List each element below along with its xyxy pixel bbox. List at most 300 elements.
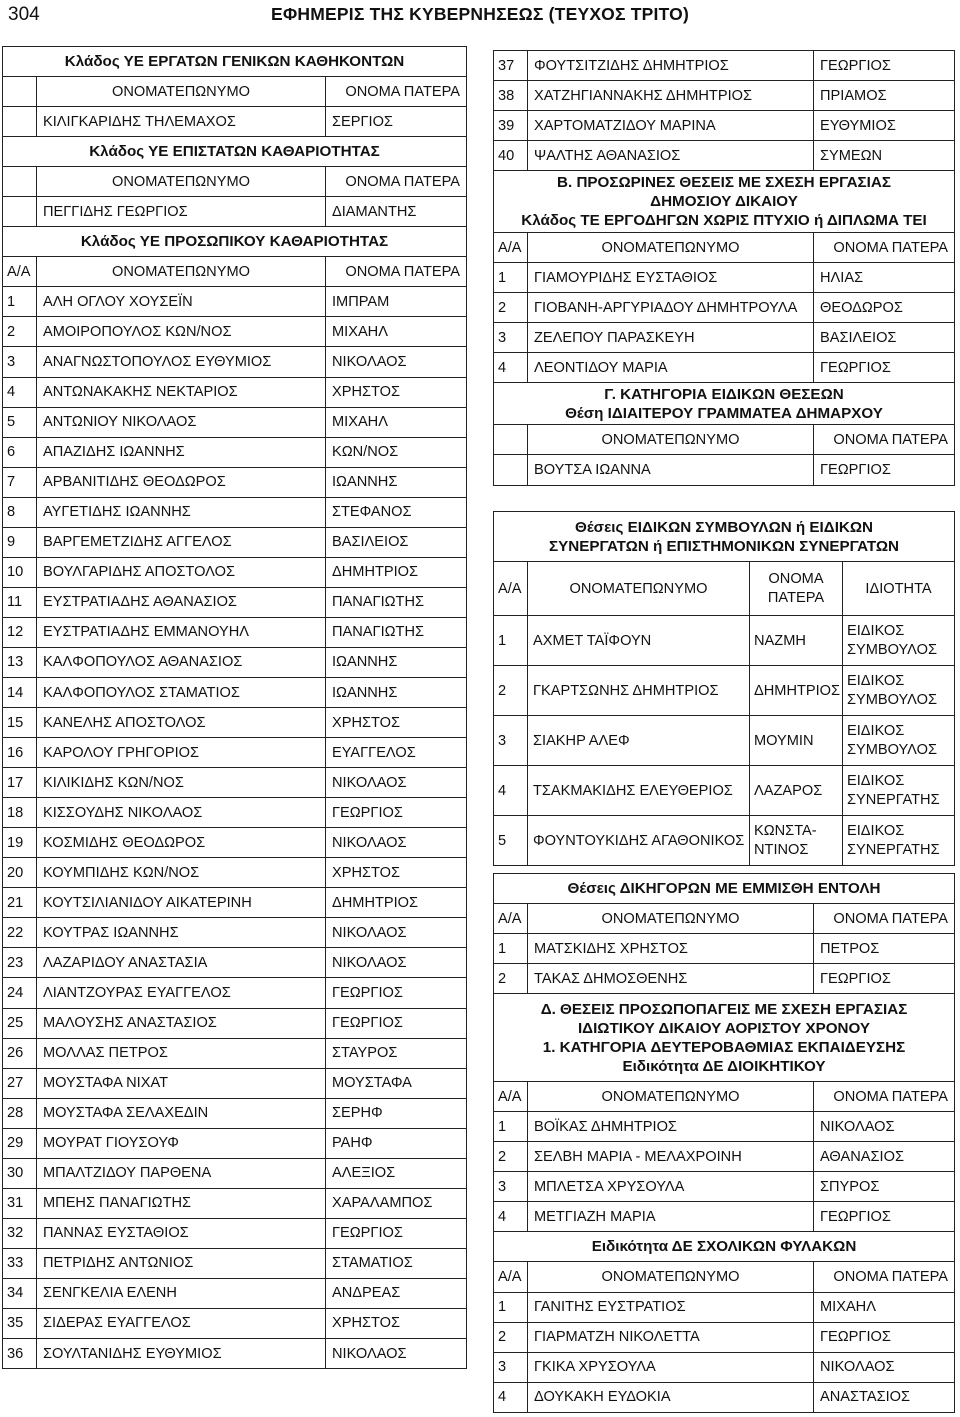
row-number: 36 (3, 1339, 37, 1369)
row-name: ΑΝΑΓΝΩΣΤΟΠΟΥΛΟΣ ΕΥΘΥΜΙΟΣ (37, 347, 326, 377)
row-number: 13 (3, 647, 37, 677)
section-heading-d-personal-positions-line: Δ. ΘΕΣΕΙΣ ΠΡΟΣΩΠΟΠΑΓΕΙΣ ΜΕ ΣΧΕΣΗ ΕΡΓΑΣΙΑΣ (540, 1000, 908, 1018)
table-row (494, 1202, 955, 1232)
row-name: ΨΑΛΤΗΣ ΑΘΑΝΑΣΙΟΣ (528, 141, 814, 171)
row-number: 8 (3, 497, 37, 527)
row-number: 38 (494, 81, 528, 111)
row-name: ΕΥΣΤΡΑΤΙΑΔΗΣ ΑΘΑΝΑΣΙΟΣ (37, 587, 326, 617)
table-row (494, 1142, 955, 1172)
section-heading-d-personal-positions (494, 994, 955, 1082)
row-number: 28 (3, 1098, 37, 1128)
row-father-name: ΠΑΝΑΓΙΩΤΗΣ (326, 587, 467, 617)
col-aa-header: Α/Α (494, 1082, 528, 1112)
row-father-name: ΣΥΜΕΩΝ (814, 141, 955, 171)
table-row (3, 437, 467, 467)
table-row (3, 287, 467, 317)
col-name-header: ΟΝΟΜΑΤΕΠΩΝΥΜΟ (37, 167, 326, 197)
section-heading-d-personal-positions-line: ΙΔΙΩΤΙΚΟΥ ΔΙΚΑΙΟΥ ΑΟΡΙΣΤΟΥ ΧΡΟΝΟΥ (577, 1019, 871, 1037)
table-row (494, 1172, 955, 1202)
row-father-name: ΔΗΜΗΤΡΙΟΣ (750, 666, 843, 716)
row-number: 4 (494, 1382, 528, 1412)
row-name: ΜΑΤΣΚΙΔΗΣ ΧΡΗΣΤΟΣ (528, 934, 814, 964)
row-father-name: ΔΙΑΜΑΝΤΗΣ (326, 197, 467, 227)
row-number: 10 (3, 557, 37, 587)
table-row (494, 111, 955, 141)
row-father-name: ΣΕΡΗΦ (326, 1098, 467, 1128)
row-father-name: ΑΛΕΞΙΟΣ (326, 1158, 467, 1188)
row-father-name: ΝΙΚΟΛΑΟΣ (326, 828, 467, 858)
col-empty-header (3, 77, 37, 107)
row-father-name: ΠΡΙΑΜΟΣ (814, 81, 955, 111)
section-heading-cleaning-supervisors: Κλάδος ΥΕ ΕΠΙΣΤΑΤΩΝ ΚΑΘΑΡΙΟΤΗΤΑΣ (3, 137, 467, 167)
col-name-header: ΟΝΟΜΑΤΕΠΩΝΥΜΟ (528, 1262, 814, 1292)
section-heading-b-temporary-positions-line: Κλάδος ΤΕ ΕΡΓΟΔΗΓΩΝ ΧΩΡΙΣ ΠΤΥΧΙΟ ή ΔΙΠΛΩΜΑ ΤΕΙ (521, 212, 927, 230)
column-header-row (494, 425, 955, 455)
row-father-name: ΔΗΜΗΤΡΙΟΣ (326, 888, 467, 918)
row-number: 16 (3, 738, 37, 768)
row-number: 21 (3, 888, 37, 918)
row-father-name: ΗΛΙΑΣ (814, 263, 955, 293)
table-row (3, 1008, 467, 1038)
row-number: 12 (3, 617, 37, 647)
table-row (3, 738, 467, 768)
row-name: ΠΕΓΓΙΔΗΣ ΓΕΩΡΓΙΟΣ (37, 197, 326, 227)
row-number: 4 (494, 766, 528, 816)
col-father-header: ΟΝΟΜΑ ΠΑΤΕΡΑ (814, 904, 955, 934)
row-name: ΚΟΥΤΣΙΛΙΑΝΙΔΟΥ ΑΙΚΑΤΕΡΙΝΗ (37, 888, 326, 918)
row-father-name: ΜΙΧΑΗΛ (814, 1292, 955, 1322)
row-father-name: ΑΘΑΝΑΣΙΟΣ (814, 1142, 955, 1172)
row-number: 15 (3, 708, 37, 738)
table-row (494, 934, 955, 964)
row-number: 37 (494, 51, 528, 81)
row-name: ΚΑΡΟΛΟΥ ΓΡΗΓΟΡΙΟΣ (37, 738, 326, 768)
row-number: 1 (494, 934, 528, 964)
row-father-name: ΝΙΚΟΛΑΟΣ (326, 1339, 467, 1369)
row-number: 9 (3, 527, 37, 557)
row-father-name: ΝΙΚΟΛΑΟΣ (326, 768, 467, 798)
table-row (494, 1382, 955, 1412)
col-name-header: ΟΝΟΜΑΤΕΠΩΝΥΜΟ (528, 904, 814, 934)
row-number: 3 (3, 347, 37, 377)
row-father-name: ΙΩΑΝΝΗΣ (326, 467, 467, 497)
row-number: 6 (3, 437, 37, 467)
row-father-name: ΣΠΥΡΟΣ (814, 1172, 955, 1202)
section-heading-d-personal-positions-line: 1. ΚΑΤΗΓΟΡΙΑ ΔΕΥΤΕΡΟΒΑΘΜΙΑΣ ΕΚΠΑΙΔΕΥΣΗΣ (542, 1038, 906, 1056)
row-number: 1 (3, 287, 37, 317)
row-number: 30 (3, 1158, 37, 1188)
row-number: 11 (3, 587, 37, 617)
row-father-name: ΝΑΖΜΗ (750, 616, 843, 666)
row-father-name: ΓΕΩΡΓΙΟΣ (814, 1202, 955, 1232)
row-name: ΓΑΝΙΤΗΣ ΕΥΣΤΡΑΤΙΟΣ (528, 1292, 814, 1322)
row-father-name-line: ΝΤΙΝΟΣ (754, 841, 809, 858)
col-name-header: ΟΝΟΜΑΤΕΠΩΝΥΜΟ (528, 562, 750, 616)
row-father-name: ΜΟΥΣΤΑΦΑ (326, 1068, 467, 1098)
table-row (494, 455, 955, 485)
row-number: 1 (494, 1112, 528, 1142)
table-row (3, 1339, 467, 1369)
table-row (494, 51, 955, 81)
section-heading-d-personal-positions-line: Ειδικότητα ΔΕ ΔΙΟΙΚΗΤΙΚΟΥ (622, 1057, 826, 1075)
table-row (3, 587, 467, 617)
row-number: 7 (3, 467, 37, 497)
table-row (3, 858, 467, 888)
row-number: 1 (494, 1292, 528, 1322)
table-row (494, 766, 955, 816)
row-number: 3 (494, 1352, 528, 1382)
section-heading-d-personal-positions-row (494, 994, 955, 1082)
row-father-name: ΧΑΡΑΛΑΜΠΟΣ (326, 1188, 467, 1218)
advisors-table (493, 511, 955, 866)
row-father-name: ΒΑΣΙΛΕΙΟΣ (814, 323, 955, 353)
row-name: ΚΙΣΣΟΥΔΗΣ ΝΙΚΟΛΑΟΣ (37, 798, 326, 828)
col-father-header: ΟΝΟΜΑ ΠΑΤΕΡΑ (326, 77, 467, 107)
row-number: 27 (3, 1068, 37, 1098)
row-name: ΠΑΝΝΑΣ ΕΥΣΤΑΘΙΟΣ (37, 1218, 326, 1248)
col-status-header: ΙΔΙΟΤΗΤΑ (843, 562, 955, 616)
table-row (3, 557, 467, 587)
row-number: 22 (3, 918, 37, 948)
row-name: ΑΧΜΕΤ ΤΑΪΦΟΥΝ (528, 616, 750, 666)
row-father-name: ΧΡΗΣΤΟΣ (326, 377, 467, 407)
row-number: 5 (494, 816, 528, 866)
table-row (3, 1278, 467, 1308)
table-row (494, 816, 955, 866)
row-number: 4 (494, 1202, 528, 1232)
section-heading-special-advisors (494, 512, 955, 562)
gazette-title: ΕΦΗΜΕΡΙΣ ΤΗΣ ΚΥΒΕΡΝΗΣΕΩΣ (ΤΕΥΧΟΣ ΤΡΙΤΟ) (271, 4, 689, 24)
row-name: ΜΠΕΗΣ ΠΑΝΑΓΙΩΤΗΣ (37, 1188, 326, 1218)
row-name: ΒΟΥΤΣΑ ΙΩΑΝΝΑ (528, 455, 814, 485)
table-row (3, 497, 467, 527)
table-row (3, 677, 467, 707)
section-heading-b-temporary-positions-row (494, 171, 955, 233)
column-header-row (3, 257, 467, 287)
row-status-line: ΕΙΔΙΚΟΣ (847, 772, 905, 789)
column-header-row (3, 167, 467, 197)
column-header-row (494, 904, 955, 934)
section-heading-c-special-positions-line: Θέση ΙΔΙΑΙΤΕΡΟΥ ΓΡΑΜΜΑΤΕΑ ΔΗΜΑΡΧΟΥ (565, 404, 883, 422)
row-father-name: ΧΡΗΣΤΟΣ (326, 858, 467, 888)
table-row (494, 616, 955, 666)
row-name: ΒΑΡΓΕΜΕΤΖΙΔΗΣ ΑΓΓΕΛΟΣ (37, 527, 326, 557)
section-heading-general-workers: Κλάδος ΥΕ ΕΡΓΑΤΩΝ ΓΕΝΙΚΩΝ ΚΑΘΗΚΟΝΤΩΝ (3, 47, 467, 77)
row-father-name: ΝΙΚΟΛΑΟΣ (814, 1352, 955, 1382)
table-row (3, 1308, 467, 1338)
row-status (843, 716, 955, 766)
table-row (494, 1292, 955, 1322)
row-status-line: ΣΥΝΕΡΓΑΤΗΣ (847, 791, 940, 808)
row-name: ΑΡΒΑΝΙΤΙΔΗΣ ΘΕΟΔΩΡΟΣ (37, 467, 326, 497)
row-name: ΣΙΑΚΗΡ ΑΛΕΦ (528, 716, 750, 766)
column-header-row (494, 1262, 955, 1292)
section-heading-special-advisors-line: Θέσεις ΕΙΔΙΚΩΝ ΣΥΜΒΟΥΛΩΝ ή ΕΙΔΙΚΩΝ (575, 518, 874, 536)
row-father-name: ΣΤΕΦΑΝΟΣ (326, 497, 467, 527)
row-status-line: ΕΙΔΙΚΟΣ (847, 722, 905, 739)
row-father-name: ΜΟΥΜΙΝ (750, 716, 843, 766)
row-father-name: ΓΕΩΡΓΙΟΣ (326, 1008, 467, 1038)
section-heading-special-advisors-row (494, 512, 955, 562)
right-top-table (493, 50, 955, 486)
section-heading-cleaning-staff: Κλάδος ΥΕ ΠΡΟΣΩΠΙΚΟΥ ΚΑΘΑΡΙΟΤΗΤΑΣ (3, 227, 467, 257)
row-name: ΜΟΛΛΑΣ ΠΕΤΡΟΣ (37, 1038, 326, 1068)
row-father-name: ΝΙΚΟΛΑΟΣ (814, 1112, 955, 1142)
row-number: 40 (494, 141, 528, 171)
row-status-line: ΣΥΜΒΟΥΛΟΣ (847, 691, 937, 708)
row-number: 2 (494, 1322, 528, 1352)
table-row (3, 918, 467, 948)
row-father-name: ΝΙΚΟΛΑΟΣ (326, 948, 467, 978)
row-name: ΚΑΛΦΟΠΟΥΛΟΣ ΑΘΑΝΑΣΙΟΣ (37, 647, 326, 677)
table-row (3, 1218, 467, 1248)
col-father-header: ΟΝΟΜΑ ΠΑΤΕΡΑ (814, 233, 955, 263)
row-father-name: ΓΕΩΡΓΙΟΣ (326, 978, 467, 1008)
table-row (3, 708, 467, 738)
row-status-line: ΕΙΔΙΚΟΣ (847, 822, 905, 839)
table-row (3, 1248, 467, 1278)
row-father-name: ΓΕΩΡΓΙΟΣ (814, 1322, 955, 1352)
column-header-row (494, 1082, 955, 1112)
row-father-name: ΒΑΣΙΛΕΙΟΣ (326, 527, 467, 557)
col-father-header (750, 562, 843, 616)
col-empty-header (494, 425, 528, 455)
row-father-name: ΝΙΚΟΛΑΟΣ (326, 347, 467, 377)
row-name: ΓΚΑΡΤΣΩΝΗΣ ΔΗΜΗΤΡΙΟΣ (528, 666, 750, 716)
col-name-header: ΟΝΟΜΑΤΕΠΩΝΥΜΟ (528, 233, 814, 263)
row-number: 18 (3, 798, 37, 828)
row-father-name: ΕΥΑΓΓΕΛΟΣ (326, 738, 467, 768)
row-number: 34 (3, 1278, 37, 1308)
row-father-name: ΡΑΗΦ (326, 1128, 467, 1158)
section-heading-school-guards: Ειδικότητα ΔΕ ΣΧΟΛΙΚΩΝ ΦΥΛΑΚΩΝ (494, 1232, 955, 1262)
row-father-name: ΧΡΗΣΤΟΣ (326, 1308, 467, 1338)
row-father-name: ΠΕΤΡΟΣ (814, 934, 955, 964)
section-heading-b-temporary-positions-line: Β. ΠΡΟΣΩΡΙΝΕΣ ΘΕΣΕΙΣ ΜΕ ΣΧΕΣΗ ΕΡΓΑΣΙΑΣ (557, 174, 891, 192)
row-father-name: ΣΕΡΓΙΟΣ (326, 107, 467, 137)
left-column-table (2, 46, 467, 1369)
row-name: ΓΙΑΡΜΑΤΖΗ ΝΙΚΟΛΕΤΤΑ (528, 1322, 814, 1352)
row-name: ΓΙΑΜΟΥΡΙΔΗΣ ΕΥΣΤΑΘΙΟΣ (528, 263, 814, 293)
col-name-header: ΟΝΟΜΑΤΕΠΩΝΥΜΟ (528, 1082, 814, 1112)
col-father-header-line: ΟΝΟΜΑ (768, 570, 824, 587)
table-row (3, 107, 467, 137)
table-row (494, 323, 955, 353)
row-name: ΑΝΤΩΝΑΚΑΚΗΣ ΝΕΚΤΑΡΙΟΣ (37, 377, 326, 407)
row-name: ΧΑΤΖΗΓΙΑΝΝΑΚΗΣ ΔΗΜΗΤΡΙΟΣ (528, 81, 814, 111)
row-father-name: ΜΙΧΑΗΛ (326, 407, 467, 437)
row-name: ΣΕΛΒΗ ΜΑΡΙΑ - ΜΕΛΑΧΡΟΙΝΗ (528, 1142, 814, 1172)
table-row (3, 768, 467, 798)
row-number: 2 (494, 666, 528, 716)
row-status (843, 766, 955, 816)
table-row (3, 828, 467, 858)
row-status (843, 816, 955, 866)
row-name: ΑΥΓΕΤΙΔΗΣ ΙΩΑΝΝΗΣ (37, 497, 326, 527)
row-father-name: ΔΗΜΗΤΡΙΟΣ (326, 557, 467, 587)
row-name: ΚΙΛΙΓΚΑΡΙΔΗΣ ΤΗΛΕΜΑΧΟΣ (37, 107, 326, 137)
row-name: ΤΑΚΑΣ ΔΗΜΟΣΘΕΝΗΣ (528, 964, 814, 994)
table-row (3, 647, 467, 677)
row-father-name: ΜΙΧΑΗΛ (326, 317, 467, 347)
section-heading-b-temporary-positions (494, 171, 955, 233)
section-heading-lawyers-row (494, 874, 955, 904)
table-row (494, 81, 955, 111)
row-number: 1 (494, 616, 528, 666)
row-name: ΑΜΟΙΡΟΠΟΥΛΟΣ ΚΩΝ/ΝΟΣ (37, 317, 326, 347)
table-row (3, 1098, 467, 1128)
table-row (3, 1158, 467, 1188)
row-father-name: ΠΑΝΑΓΙΩΤΗΣ (326, 617, 467, 647)
row-status-line: ΣΥΜΒΟΥΛΟΣ (847, 641, 937, 658)
col-name-header: ΟΝΟΜΑΤΕΠΩΝΥΜΟ (37, 77, 326, 107)
row-name: ΒΟΪΚΑΣ ΔΗΜΗΤΡΙΟΣ (528, 1112, 814, 1142)
row-name: ΚΑΝΕΛΗΣ ΑΠΟΣΤΟΛΟΣ (37, 708, 326, 738)
row-name: ΑΝΤΩΝΙΟΥ ΝΙΚΟΛΑΟΣ (37, 407, 326, 437)
table-row (3, 617, 467, 647)
column-header-row (3, 77, 467, 107)
row-father-name: ΓΕΩΡΓΙΟΣ (326, 798, 467, 828)
row-name: ΚΟΥΤΡΑΣ ΙΩΑΝΝΗΣ (37, 918, 326, 948)
col-father-header-line: ΠΑΤΕΡΑ (767, 589, 825, 606)
row-number: 25 (3, 1008, 37, 1038)
row-name: ΚΑΛΦΟΠΟΥΛΟΣ ΣΤΑΜΑΤΙΟΣ (37, 677, 326, 707)
row-father-name: ΛΑΖΑΡΟΣ (750, 766, 843, 816)
column-header-row (494, 562, 955, 616)
col-father-header: ΟΝΟΜΑ ΠΑΤΕΡΑ (814, 1262, 955, 1292)
row-name: ΜΑΛΟΥΣΗΣ ΑΝΑΣΤΑΣΙΟΣ (37, 1008, 326, 1038)
row-father-name: ΚΩΝ/ΝΟΣ (326, 437, 467, 467)
col-name-header: ΟΝΟΜΑΤΕΠΩΝΥΜΟ (37, 257, 326, 287)
page-header (0, 0, 960, 34)
col-empty-header (3, 167, 37, 197)
row-name: ΠΕΤΡΙΔΗΣ ΑΝΤΩΝΙΟΣ (37, 1248, 326, 1278)
row-father-name: ΘΕΟΔΩΡΟΣ (814, 293, 955, 323)
row-number: 19 (3, 828, 37, 858)
row-status-line: ΕΙΔΙΚΟΣ (847, 622, 905, 639)
row-status-line: ΕΙΔΙΚΟΣ (847, 672, 905, 689)
row-father-name: ΣΤΑΜΑΤΙΟΣ (326, 1248, 467, 1278)
row-name: ΣΕΝΓΚΕΛΙΑ ΕΛΕΝΗ (37, 1278, 326, 1308)
row-name: ΤΣΑΚΜΑΚΙΔΗΣ ΕΛΕΥΘΕΡΙΟΣ (528, 766, 750, 816)
row-number: 17 (3, 768, 37, 798)
row-name: ΜΟΥΣΤΑΦΑ ΝΙΧΑΤ (37, 1068, 326, 1098)
row-number: 4 (494, 353, 528, 383)
row-name: ΓΚΙΚΑ ΧΡΥΣΟΥΛΑ (528, 1352, 814, 1382)
row-father-name: ΙΜΠΡΑΜ (326, 287, 467, 317)
table-row (3, 1128, 467, 1158)
table-row (3, 1188, 467, 1218)
row-number: 3 (494, 716, 528, 766)
row-name: ΜΕΤΓΙΑΖΗ ΜΑΡΙΑ (528, 1202, 814, 1232)
row-number: 31 (3, 1188, 37, 1218)
row-name: ΧΑΡΤΟΜΑΤΖΙΔΟΥ ΜΑΡΙΝΑ (528, 111, 814, 141)
col-aa-header: Α/Α (3, 257, 37, 287)
col-father-header: ΟΝΟΜΑ ΠΑΤΕΡΑ (814, 425, 955, 455)
section-heading-cleaning-staff-row (3, 227, 467, 257)
row-name: ΣΙΔΕΡΑΣ ΕΥΑΓΓΕΛΟΣ (37, 1308, 326, 1338)
row-number: 2 (494, 1142, 528, 1172)
row-number: 32 (3, 1218, 37, 1248)
row-name: ΛΑΖΑΡΙΔΟΥ ΑΝΑΣΤΑΣΙΑ (37, 948, 326, 978)
table-row (3, 467, 467, 497)
row-name: ΜΟΥΡΑΤ ΓΙΟΥΣΟΥΦ (37, 1128, 326, 1158)
row-name: ΑΠΑΖΙΔΗΣ ΙΩΑΝΝΗΣ (37, 437, 326, 467)
table-row (3, 197, 467, 227)
row-number: 3 (494, 323, 528, 353)
row-status (843, 616, 955, 666)
row-name: ΚΙΛΙΚΙΔΗΣ ΚΩΝ/ΝΟΣ (37, 768, 326, 798)
table-row (494, 666, 955, 716)
row-number: 39 (494, 111, 528, 141)
row-father-name: ΣΤΑΥΡΟΣ (326, 1038, 467, 1068)
section-heading-c-special-positions-row (494, 383, 955, 425)
row-name: ΜΠΛΕΤΣΑ ΧΡΥΣΟΥΛΑ (528, 1172, 814, 1202)
row-father-name: ΓΕΩΡΓΙΟΣ (814, 455, 955, 485)
row-number: 2 (494, 964, 528, 994)
section-heading-b-temporary-positions-line: ΔΗΜΟΣΙΟΥ ΔΙΚΑΙΟΥ (650, 193, 798, 211)
section-heading-special-advisors-line: ΣΥΝΕΡΓΑΤΩΝ ή ΕΠΙΣΤΗΜΟΝΙΚΩΝ ΣΥΝΕΡΓΑΤΩΝ (549, 537, 900, 555)
section-heading-lawyers: Θέσεις ΔΙΚΗΓΟΡΩΝ ΜΕ ΕΜΜΙΣΘΗ ΕΝΤΟΛΗ (494, 874, 955, 904)
table-row (494, 353, 955, 383)
row-father-name: ΝΙΚΟΛΑΟΣ (326, 918, 467, 948)
row-name: ΚΟΥΜΠΙΔΗΣ ΚΩΝ/ΝΟΣ (37, 858, 326, 888)
column-header-row (494, 233, 955, 263)
row-father-name: ΙΩΑΝΝΗΣ (326, 647, 467, 677)
row-father-name: ΑΝΔΡΕΑΣ (326, 1278, 467, 1308)
table-row (3, 317, 467, 347)
table-row (494, 1322, 955, 1352)
row-number: 33 (3, 1248, 37, 1278)
section-heading-c-special-positions (494, 383, 955, 425)
row-name: ΒΟΥΛΓΑΡΙΔΗΣ ΑΠΟΣΤΟΛΟΣ (37, 557, 326, 587)
row-number: 26 (3, 1038, 37, 1068)
row-number: 3 (494, 1172, 528, 1202)
col-father-header: ΟΝΟΜΑ ΠΑΤΕΡΑ (814, 1082, 955, 1112)
row-number: 2 (3, 317, 37, 347)
row-number: 14 (3, 677, 37, 707)
table-row (494, 716, 955, 766)
table-row (3, 978, 467, 1008)
row-status (843, 666, 955, 716)
col-aa-header: Α/Α (494, 904, 528, 934)
section-heading-cleaning-supervisors-row (3, 137, 467, 167)
row-number: 2 (494, 293, 528, 323)
table-row (3, 948, 467, 978)
row-number: 24 (3, 978, 37, 1008)
row-name: ΦΟΥΝΤΟΥΚΙΔΗΣ ΑΓΑΘΟΝΙΚΟΣ (528, 816, 750, 866)
row-father-name: ΓΕΩΡΓΙΟΣ (814, 964, 955, 994)
row-status-line: ΣΥΜΒΟΥΛΟΣ (847, 741, 937, 758)
row-name: ΓΙΟΒΑΝΗ-ΑΡΓΥΡΙΑΔΟΥ ΔΗΜΗΤΡΟΥΛΑ (528, 293, 814, 323)
row-name: ΔΟΥΚΑΚΗ ΕΥΔΟΚΙΑ (528, 1382, 814, 1412)
table-row (3, 1068, 467, 1098)
row-father-name: ΕΥΘΥΜΙΟΣ (814, 111, 955, 141)
section-heading-school-guards-row (494, 1232, 955, 1262)
col-father-header: ΟΝΟΜΑ ΠΑΤΕΡΑ (326, 167, 467, 197)
row-name: ΛΕΟΝΤΙΔΟΥ ΜΑΡΙΑ (528, 353, 814, 383)
col-name-header: ΟΝΟΜΑΤΕΠΩΝΥΜΟ (528, 425, 814, 455)
row-name: ΜΠΑΛΤΖΙΔΟΥ ΠΑΡΘΕΝΑ (37, 1158, 326, 1188)
table-row (494, 1352, 955, 1382)
row-number: 20 (3, 858, 37, 888)
right-bottom-table (493, 873, 955, 1413)
section-heading-c-special-positions-line: Γ. ΚΑΤΗΓΟΡΙΑ ΕΙΔΙΚΩΝ ΘΕΣΕΩΝ (604, 385, 844, 403)
row-father-name (750, 816, 843, 866)
row-father-name: ΓΕΩΡΓΙΟΣ (814, 51, 955, 81)
table-row (494, 141, 955, 171)
table-row (494, 293, 955, 323)
